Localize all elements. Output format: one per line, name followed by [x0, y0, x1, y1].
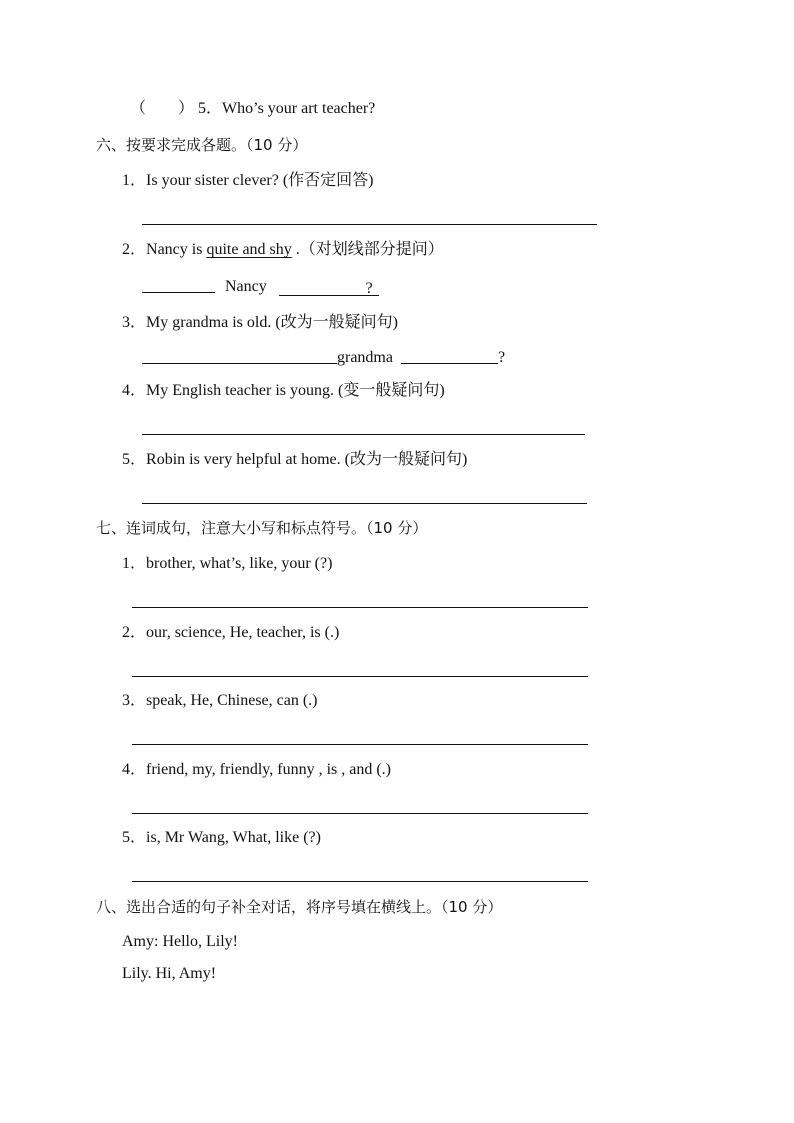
item-text-pre: Nancy is — [146, 241, 207, 258]
answer-blank[interactable] — [279, 279, 379, 296]
s6-item-2 — [122, 240, 444, 260]
answer-line[interactable] — [132, 744, 588, 745]
s7-item-5 — [122, 828, 321, 848]
item-number: 4． — [122, 382, 147, 399]
underlined-phrase: quite and shy — [206, 241, 292, 258]
answer-line[interactable] — [142, 224, 597, 225]
s6-item-3 — [122, 313, 398, 333]
question-text: 5．Who’s your art teacher? — [198, 100, 376, 117]
q5-row — [130, 99, 375, 119]
s6-item-1 — [122, 171, 374, 191]
s6-item-5 — [122, 450, 467, 470]
item-number: 3． — [122, 692, 147, 709]
answer-line[interactable] — [132, 607, 588, 608]
answer-blank[interactable] — [401, 347, 498, 364]
answer-blank[interactable] — [142, 276, 215, 293]
answer-line[interactable] — [132, 881, 588, 882]
answer-line[interactable] — [142, 434, 585, 435]
s6-item-3-answer — [142, 347, 505, 368]
question-mark: ? — [497, 349, 506, 366]
item-text: Is your sister clever? (作否定回答) — [146, 172, 374, 189]
item-number: 3． — [122, 314, 147, 331]
item-text: brother, what’s, like, your (?) — [146, 555, 333, 572]
s6-item-2-answer — [142, 276, 379, 297]
answer-line[interactable] — [142, 503, 587, 504]
item-text: My grandma is old. (改为一般疑问句) — [146, 314, 398, 331]
item-number: 4． — [122, 761, 147, 778]
item-number: 1． — [122, 555, 147, 572]
answer-word: Nancy — [225, 278, 267, 295]
item-text: is, Mr Wang, What, like (?) — [146, 829, 321, 846]
item-number: 5． — [122, 829, 147, 846]
section-8-heading: 八、选出合适的句子补全对话，将序号填在横线上。（10 分） — [96, 898, 503, 916]
item-text: My English teacher is young. (变一般疑问句) — [146, 382, 445, 399]
item-text: Robin is very helpful at home. (改为一般疑问句) — [146, 451, 468, 468]
answer-word: grandma — [337, 349, 393, 366]
item-number: 2． — [122, 624, 147, 641]
answer-paren[interactable]: （ ） — [130, 100, 195, 117]
item-text: our, science, He, teacher, is (.) — [146, 624, 340, 641]
answer-line[interactable] — [132, 676, 588, 677]
answer-blank[interactable] — [142, 347, 337, 364]
dialogue-line-1: Amy: Hello, Lily! — [122, 933, 238, 950]
item-number: 1． — [122, 172, 147, 189]
item-text-post: .（对划线部分提问） — [291, 241, 444, 258]
section-7-heading: 七、连词成句，注意大小写和标点符号。（10 分） — [96, 519, 428, 537]
dialogue-line-2: Lily. Hi, Amy! — [122, 965, 217, 982]
item-text: friend, my, friendly, funny , is , and (.) — [146, 761, 391, 778]
s7-item-2 — [122, 623, 339, 643]
s7-item-1 — [122, 554, 332, 574]
s7-item-3 — [122, 691, 318, 711]
item-text: speak, He, Chinese, can (.) — [146, 692, 318, 709]
s6-item-4 — [122, 381, 445, 401]
question-mark: ? — [365, 280, 373, 297]
item-number: 2． — [122, 241, 147, 258]
s7-item-4 — [122, 760, 391, 780]
item-number: 5． — [122, 451, 147, 468]
section-6-heading: 六、按要求完成各题。（10 分） — [96, 136, 308, 154]
answer-line[interactable] — [132, 813, 588, 814]
